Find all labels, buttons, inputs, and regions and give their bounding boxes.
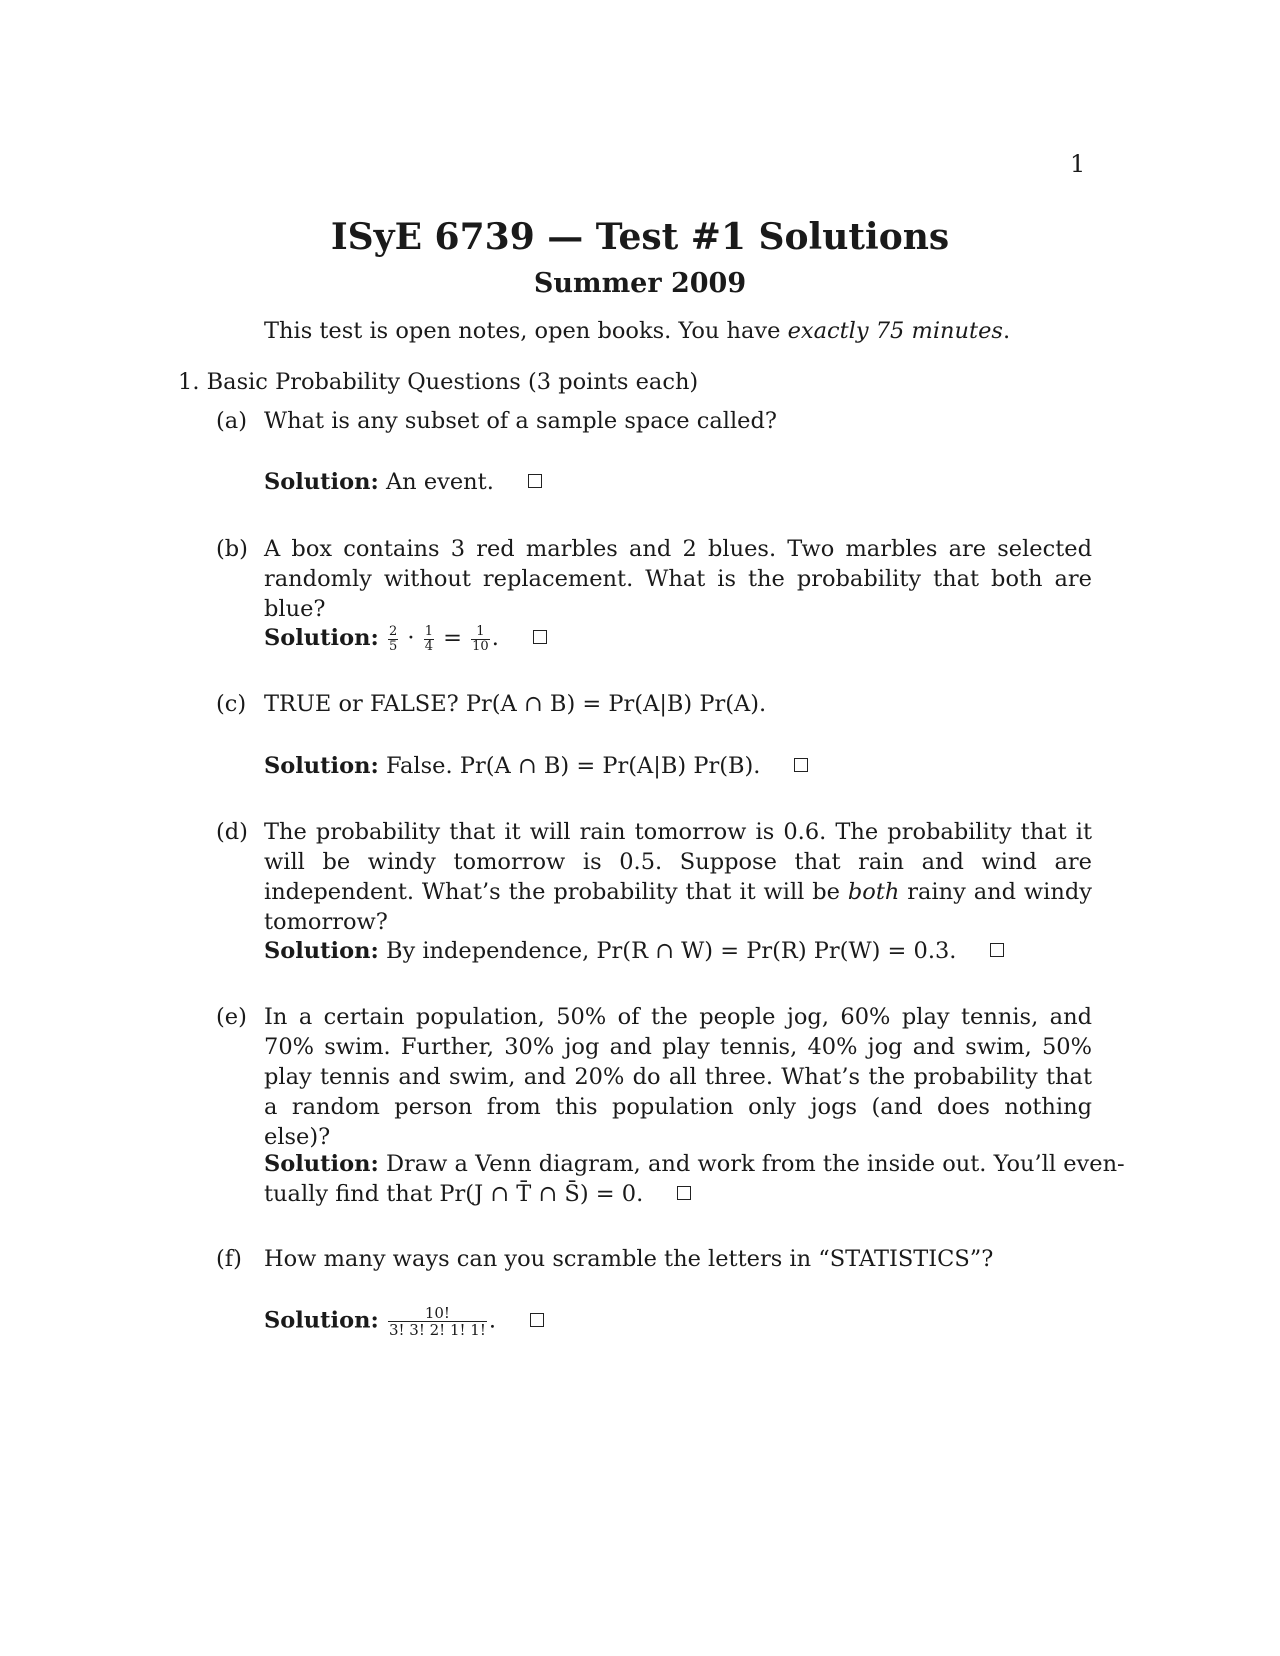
question-label: (e) [216, 1004, 247, 1030]
solution-label: Solution: [264, 938, 379, 964]
question-b [216, 534, 1092, 624]
solution-label: Solution: [264, 1151, 379, 1177]
intro-emphasis: exactly 75 minutes [787, 318, 1003, 344]
question-label: (f) [216, 1246, 242, 1272]
solution-label: Solution: [264, 469, 379, 495]
solution-label: Solution: [264, 753, 379, 779]
question-text: TRUE or FALSE? [264, 691, 466, 717]
fraction: $\frac{10!}{3! 3! 2! 1! 1!}$ [388, 1304, 486, 1339]
question-label: (c) [216, 691, 247, 717]
question-label: (a) [216, 408, 247, 434]
intro-end: . [1002, 318, 1011, 344]
formula: Pr(J ∩ T̄ ∩ S̄) = 0. [439, 1181, 644, 1207]
solution-e [264, 1149, 1125, 1209]
solution-label: Solution: [264, 625, 379, 651]
solution-a [264, 467, 542, 497]
qed-box-icon [794, 758, 808, 772]
solution-b: Solution: $\frac{2}{5}$ · $\frac{1}{4}$ = $\frac{1}{10}$ . [264, 623, 547, 654]
question-text: A box contains 3 red marbles and 2 blues. Two marbles are selected randomly without replacement. What is the probability that both are blue? [264, 536, 1092, 622]
solution-text: tually find that [264, 1181, 440, 1207]
solution-text: False. [385, 753, 460, 779]
fraction: $\frac{1}{10}$ [472, 623, 489, 654]
solution-d [264, 936, 1004, 966]
question-text-end: rainy and windy tomorrow? [264, 879, 1092, 935]
question-text: In a certain population, 50% of the people jog, 60% play tennis, and 70% swim. Further, 30% jog and play tennis, 40% jog and swim, 50% play tennis and swim, and 20% do all three. What’s the probability that a random person from this population only jogs (and does nothing else)? [264, 1004, 1092, 1150]
section-heading: 1. Basic Probability Questions (3 points each) [178, 369, 699, 395]
solution-text: By independence, [385, 938, 597, 964]
qed-box-icon [528, 474, 542, 488]
solution-f: Solution: $\frac{10!}{3! 3! 2! 1! 1!}$ . [264, 1305, 544, 1338]
intro-main: This test is open notes, open books. You have [264, 318, 788, 344]
intro-text [264, 318, 1010, 344]
page-number: 1 [1070, 150, 1086, 178]
qed-box-icon [990, 943, 1004, 957]
question-d [216, 817, 1092, 937]
question-f [216, 1244, 1092, 1274]
formula: Pr(A ∩ B) = Pr(A|B) Pr(A). [465, 691, 767, 717]
qed-box-icon [677, 1186, 691, 1200]
question-text: What is any subset of a sample space called? [264, 408, 777, 434]
question-emphasis: both [847, 879, 900, 905]
qed-box-icon [530, 1313, 544, 1327]
solution-label: Solution: [264, 1307, 379, 1334]
page-title: ISyE 6739 — Test #1 Solutions [330, 216, 950, 258]
question-text: The probability that it will rain tomorrow is 0.6. The probability that it will be windy tomorrow is 0.5. Suppose that rain and wind are independent. What’s the probability that it will be [264, 819, 1092, 905]
question-e [216, 1002, 1092, 1152]
question-label: (b) [216, 536, 248, 562]
question-text: How many ways can you scramble the letters in “STATISTICS”? [264, 1246, 994, 1272]
question-c [216, 689, 1092, 719]
page-subtitle: Summer 2009 [533, 268, 747, 299]
solution-text: An event. [385, 469, 494, 495]
fraction: $\frac{1}{4}$ [424, 623, 433, 654]
fraction: $\frac{2}{5}$ [388, 623, 398, 654]
formula: Pr(R ∩ W) = Pr(R) Pr(W) = 0.3. [596, 938, 957, 964]
formula: Pr(A ∩ B) = Pr(A|B) Pr(B). [459, 753, 761, 779]
question-label: (d) [216, 819, 248, 845]
solution-c [264, 751, 808, 781]
qed-box-icon [533, 630, 547, 644]
question-a [216, 406, 1092, 436]
solution-text: Draw a Venn diagram, and work from the inside out. You’ll even- [385, 1151, 1125, 1177]
